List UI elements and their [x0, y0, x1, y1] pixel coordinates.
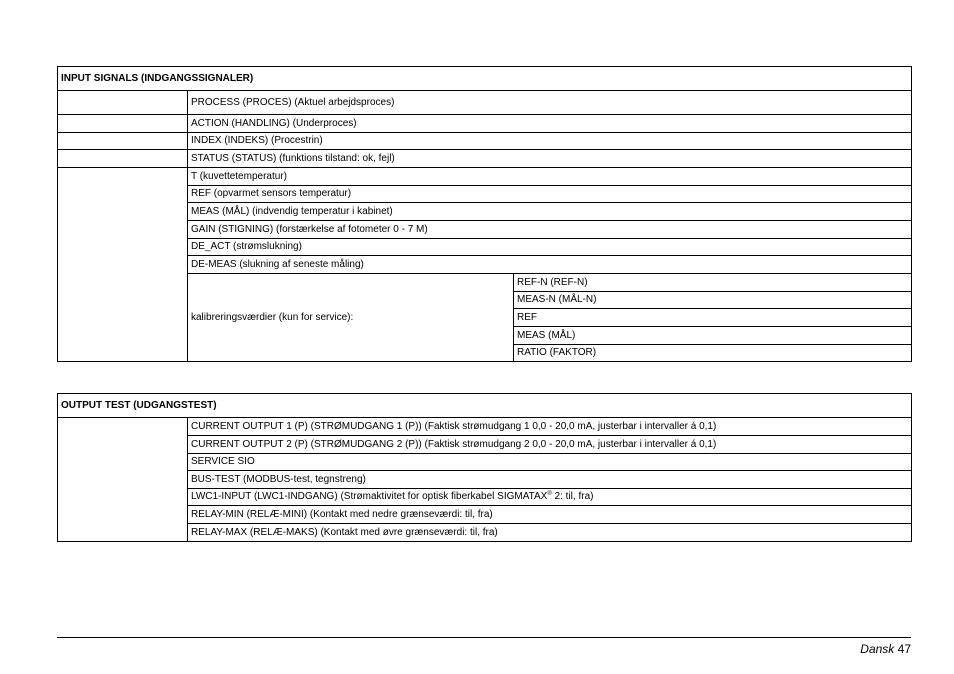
lwc1-input-text: LWC1-INPUT (LWC1-INDGANG) (Strømaktivitet for optisk fiberkabel SIGMATAX [191, 491, 548, 502]
service-sio-cell: SERVICE SIO [188, 454, 912, 471]
de-act-cell: DE_ACT (strømslukning) [188, 239, 912, 256]
index-cell: INDEX (INDEKS) (Procestrin) [188, 133, 912, 150]
t-cell: T (kuvettetemperatur) [188, 168, 912, 186]
empty-cell [58, 91, 188, 115]
lwc1-input-cell [188, 489, 912, 506]
empty-cell [58, 418, 188, 542]
calibration-label-cell: kalibreringsværdier (kun for service): [188, 274, 514, 362]
empty-cell [58, 168, 188, 362]
input-signals-header: INPUT SIGNALS (INDGANGSSIGNALER) [58, 67, 912, 91]
calibration-value-cell: MEAS (MÅL) [514, 327, 912, 345]
current-output-1-cell: CURRENT OUTPUT 1 (P) (STRØMUDGANG 1 (P)) (Faktisk strømudgang 1 0,0 - 20,0 mA, justerbar i intervaller á 0,1) [188, 418, 912, 436]
footer-language: Dansk [860, 642, 895, 656]
calibration-value-cell: MEAS-N (MÅL-N) [514, 292, 912, 309]
current-output-2-cell: CURRENT OUTPUT 2 (P) (STRØMUDGANG 2 (P)) (Faktisk strømudgang 2 0,0 - 20,0 mA, justerbar i intervaller á 0,1) [188, 436, 912, 454]
status-cell: STATUS (STATUS) (funktions tilstand: ok, fejl) [188, 150, 912, 168]
registered-mark: ® [547, 491, 552, 497]
ref-cell: REF (opvarmet sensors temperatur) [188, 186, 912, 203]
footer-rule [57, 637, 911, 638]
de-meas-cell: DE-MEAS (slukning af seneste måling) [188, 256, 912, 274]
empty-cell [58, 133, 188, 150]
input-signals-table [57, 66, 912, 362]
calibration-value-cell: RATIO (FAKTOR) [514, 345, 912, 362]
calibration-value-cell: REF-N (REF-N) [514, 274, 912, 292]
relay-max-cell: RELAY-MAX (RELÆ-MAKS) (Kontakt med øvre grænseværdi: til, fra) [188, 524, 912, 542]
calibration-value-cell: REF [514, 309, 912, 327]
page-footer [860, 642, 911, 656]
bus-test-cell: BUS-TEST (MODBUS-test, tegnstreng) [188, 471, 912, 489]
page-number: 47 [897, 642, 911, 656]
output-test-table [57, 393, 912, 542]
empty-cell [58, 115, 188, 133]
output-test-header: OUTPUT TEST (UDGANGSTEST) [58, 394, 912, 418]
meas-cell: MEAS (MÅL) (indvendig temperatur i kabinet) [188, 203, 912, 221]
action-cell: ACTION (HANDLING) (Underproces) [188, 115, 912, 133]
relay-min-cell: RELAY-MIN (RELÆ-MINI) (Kontakt med nedre grænseværdi: til, fra) [188, 506, 912, 524]
gain-cell: GAIN (STIGNING) (forstærkelse af fotometer 0 - 7 M) [188, 221, 912, 239]
lwc1-input-text-end: 2: til, fra) [551, 491, 594, 502]
empty-cell [58, 150, 188, 168]
process-cell: PROCESS (PROCES) (Aktuel arbejdsproces) [188, 91, 912, 115]
